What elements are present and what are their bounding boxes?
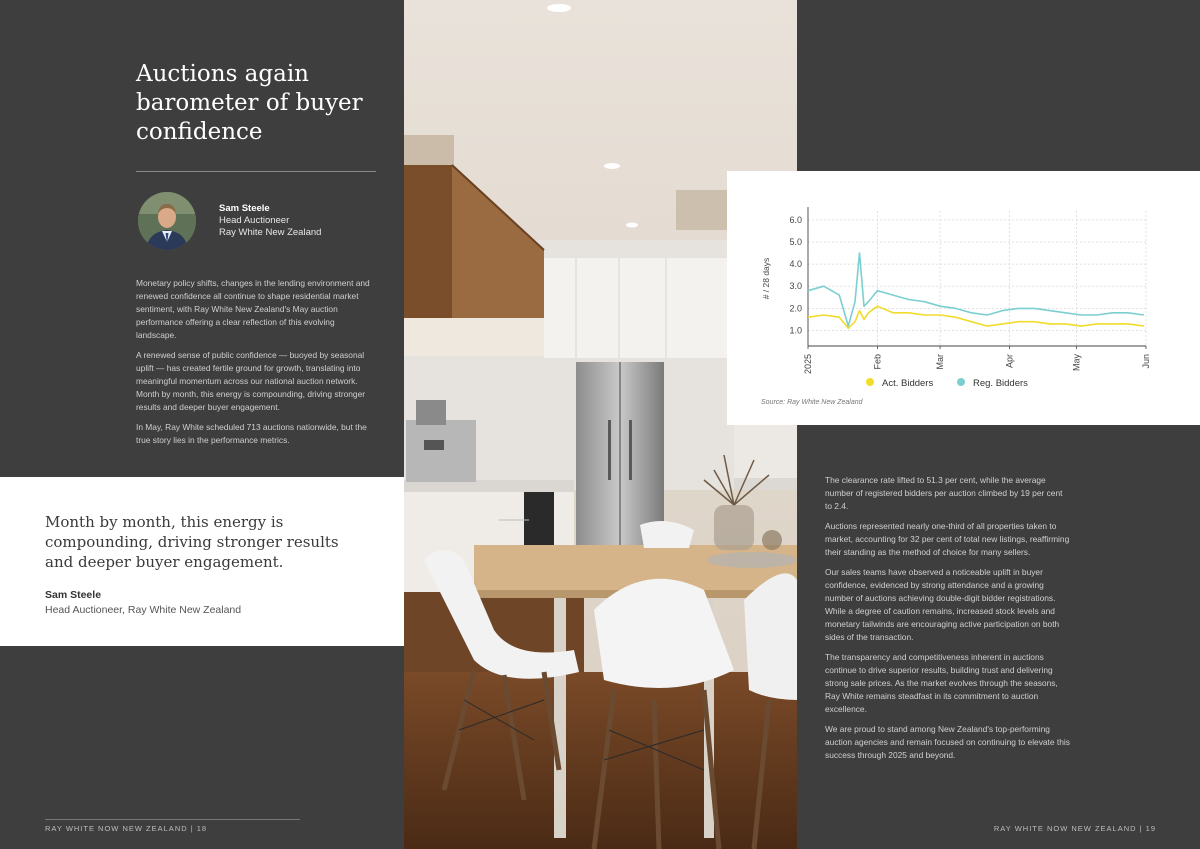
x-tick-label: Feb xyxy=(872,354,883,370)
title-divider xyxy=(136,171,376,172)
author-role: Head Auctioneer xyxy=(219,215,290,226)
right-paragraph-2: Auctions represented nearly one-third of all properties taken to market, accounting for 32 per cent of total new listings, reaffirming their standing as the method of choice for many sellers. xyxy=(825,521,1070,557)
footer-left: RAY WHITE NOW NEW ZEALAND | 18 xyxy=(45,824,208,833)
pull-quote-name: Sam Steele xyxy=(45,589,102,601)
right-body-text xyxy=(825,474,1070,769)
author-block xyxy=(219,203,321,239)
right-paragraph-3: Our sales teams have observed a noticeable uplift in buyer confidence, evidenced by strong attendance and a growing number of auctions achieving double-digit bidder registrations. While a degree of caution remains, increased stock levels and monetary tailwinds are encouraging active participation on both sides of the transaction. xyxy=(825,567,1060,642)
bidders-line-chart xyxy=(727,171,1200,396)
y-tick-label: 4.0 xyxy=(789,259,802,270)
right-paragraph-5: We are proud to stand among New Zealand's top-performing auction agencies and remain focused on continuing to elevate this success through 2025 and beyond. xyxy=(825,724,1070,760)
y-axis-label: # / 28 days xyxy=(761,257,771,300)
pull-quote-text: Month by month, this energy is compounding, driving stronger results and deeper buyer engagement. xyxy=(45,513,339,571)
left-paragraph-1: Monetary policy shifts, changes in the lending environment and renewed confidence all continue to shape residential market sentiment, with Ray White New Zealand's May auction performance offering a clear reflection of this evolving landscape. xyxy=(136,278,370,340)
x-tick-label: May xyxy=(1071,354,1082,372)
legend-label-reg-bidders: Reg. Bidders xyxy=(973,378,1028,389)
x-tick-label: Mar xyxy=(935,354,946,370)
right-paragraph-1: The clearance rate lifted to 51.3 per cent, while the average number of registered bidders per auction climbed by 19 per cent to 2.4. xyxy=(825,475,1063,511)
y-tick-label: 1.0 xyxy=(789,325,802,336)
author-portrait-icon xyxy=(138,192,196,250)
y-tick-label: 2.0 xyxy=(789,303,802,314)
author-company: Ray White New Zealand xyxy=(219,227,322,238)
x-tick-label: 2025 xyxy=(803,354,813,375)
chart-source: Source: Ray White New Zealand xyxy=(761,399,863,406)
footer-divider-left xyxy=(45,819,300,820)
y-tick-label: 6.0 xyxy=(789,214,802,225)
article-title: Auctions again barometer of buyer confidence xyxy=(136,61,363,145)
left-page xyxy=(0,0,404,849)
legend-label-act-bidders: Act. Bidders xyxy=(882,378,934,389)
bidders-chart-card xyxy=(727,171,1200,425)
x-tick-label: Apr xyxy=(1004,354,1015,369)
legend-marker-act-bidders xyxy=(866,378,874,386)
left-body-text xyxy=(136,277,376,454)
left-paragraph-2: A renewed sense of public confidence — buoyed by seasonal uplift — has created fertile ground for growth, translating into meaningful momentum across our national auction network. Month by month, this energy is compounding, driving stronger results and deeper buyer engagement. xyxy=(136,350,366,412)
footer-right: RAY WHITE NOW NEW ZEALAND | 19 xyxy=(993,824,1156,833)
series-line-act-bidders xyxy=(808,306,1144,328)
pull-quote-box xyxy=(0,477,404,646)
right-paragraph-4: The transparency and competitiveness inherent in auctions continue to drive superior results, building trust and delivering strong sale prices. As the market evolves through the seasons, Ray White remains steadfast in its commitment to auction excellence. xyxy=(825,652,1058,714)
pull-quote-role: Head Auctioneer, Ray White New Zealand xyxy=(45,604,242,616)
y-tick-label: 5.0 xyxy=(789,236,802,247)
legend-marker-reg-bidders xyxy=(957,378,965,386)
x-tick-label: Jun xyxy=(1141,354,1151,369)
y-tick-label: 3.0 xyxy=(789,281,802,292)
author-avatar xyxy=(138,192,196,250)
left-paragraph-3: In May, Ray White scheduled 713 auctions nationwide, but the true story lies in the performance metrics. xyxy=(136,422,367,445)
author-name: Sam Steele xyxy=(219,203,270,214)
